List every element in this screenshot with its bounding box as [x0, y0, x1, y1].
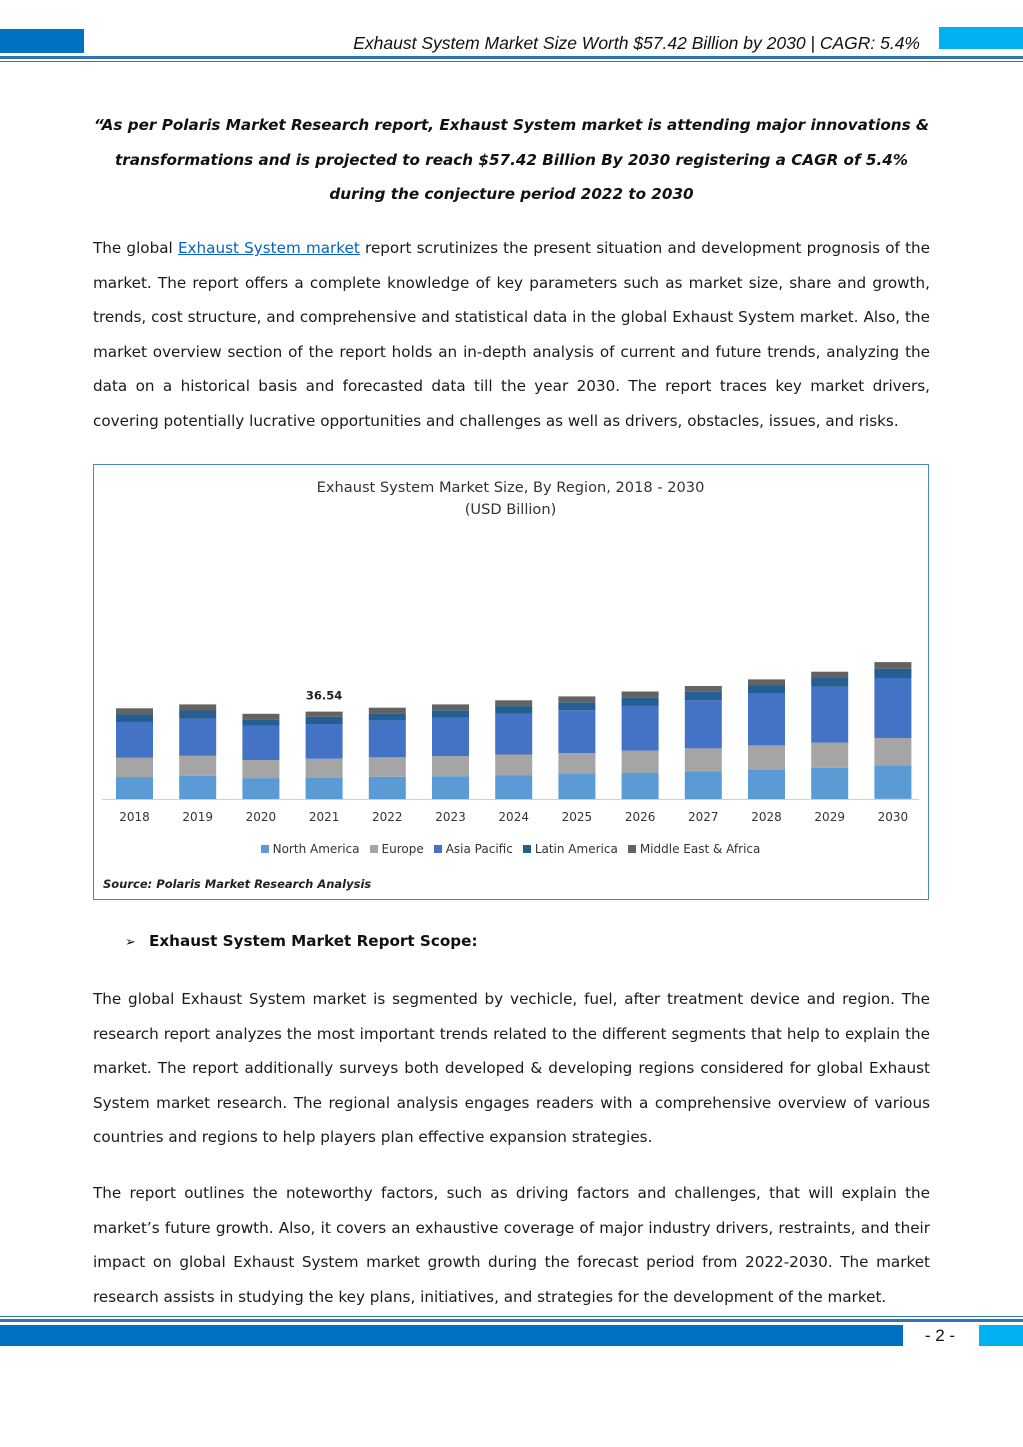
- bar-segment: [622, 751, 659, 773]
- x-tick-label: 2020: [245, 810, 277, 824]
- intro-prefix: The global: [93, 239, 178, 257]
- bar-segment: [369, 720, 406, 757]
- legend-item: [523, 842, 618, 856]
- legend-item: [261, 842, 360, 856]
- bar-segment: [306, 712, 343, 717]
- market-size-chart: [93, 464, 929, 900]
- legend-swatch: [628, 845, 636, 853]
- bar-segment: [874, 662, 911, 669]
- footer-rule: [0, 1319, 1023, 1322]
- bar-segment: [685, 692, 722, 701]
- legend-item: [628, 842, 761, 856]
- header-rule: [0, 56, 1023, 59]
- bar-segment: [432, 710, 469, 717]
- x-tick-label: 2023: [435, 810, 466, 824]
- bar-segment: [748, 770, 785, 799]
- legend-label: Middle East & Africa: [639, 842, 761, 856]
- bar-segment: [748, 679, 785, 685]
- bar-segment: [432, 776, 469, 799]
- legend-swatch: [261, 845, 269, 853]
- chart-plot: [94, 465, 927, 865]
- bar-segment: [116, 722, 153, 758]
- chart-title: Exhaust System Market Size, By Region, 2018 - 2030: [316, 479, 705, 496]
- bar-segment: [179, 756, 216, 776]
- scope-heading: [125, 932, 478, 950]
- bar-segment: [432, 704, 469, 710]
- bar-segment: [685, 700, 722, 748]
- header-accent-right: [939, 27, 1023, 49]
- bar-segment: [558, 774, 595, 799]
- bar-segment: [685, 748, 722, 771]
- bar-segment: [622, 692, 659, 698]
- bar-segment: [874, 669, 911, 678]
- bar-segment: [242, 778, 279, 799]
- x-tick-label: 2022: [372, 810, 403, 824]
- bar-segment: [306, 778, 343, 799]
- x-tick-label: 2019: [182, 810, 213, 824]
- legend-label: Europe: [381, 842, 424, 856]
- bar-segment: [874, 765, 911, 799]
- bar-segment: [811, 743, 848, 768]
- bar-segment: [495, 754, 532, 775]
- bar-segment: [558, 696, 595, 702]
- footer-bar: [0, 1325, 903, 1346]
- chart-source: Source: Polaris Market Research Analysis: [103, 877, 372, 891]
- x-tick-label: 2030: [877, 810, 909, 824]
- footer-accent-right: [979, 1325, 1023, 1346]
- bar-segment: [685, 771, 722, 799]
- x-tick-label: 2025: [561, 810, 593, 824]
- bar-segment: [874, 678, 911, 738]
- legend-label: Asia Pacific: [445, 842, 513, 856]
- bar-segment: [242, 760, 279, 778]
- bar-segment: [622, 706, 659, 751]
- bar-segment: [622, 773, 659, 799]
- bar-segment: [116, 777, 153, 799]
- bar-segment: [811, 672, 848, 678]
- x-tick-label: 2029: [814, 810, 845, 824]
- bar-segment: [242, 726, 279, 760]
- intro-paragraph: [93, 231, 930, 439]
- page-number: - 2 -: [924, 1326, 956, 1345]
- bar-segment: [495, 700, 532, 706]
- x-tick-label: 2028: [751, 810, 782, 824]
- scope-heading-text: Exhaust System Market Report Scope:: [149, 932, 478, 950]
- bar-segment: [116, 708, 153, 714]
- bar-segment: [495, 706, 532, 714]
- legend-item: [434, 842, 513, 856]
- x-tick-label: 2021: [308, 810, 340, 824]
- bar-segment: [242, 719, 279, 726]
- bar-segment: [116, 714, 153, 722]
- bar-segment: [811, 687, 848, 743]
- footer-rule-thin: [0, 1316, 1023, 1317]
- header-title: Exhaust System Market Size Worth $57.42 Billion by 2030 | CAGR: 5.4%: [353, 33, 920, 53]
- bar-segment: [306, 724, 343, 759]
- chart-subtitle: (USD Billion): [464, 501, 557, 518]
- arrow-bullet-icon: ➢: [125, 935, 136, 950]
- legend-swatch: [523, 845, 531, 853]
- header-rule-thin: [0, 61, 1023, 62]
- bar-segment: [179, 704, 216, 710]
- x-tick-label: 2018: [119, 810, 150, 824]
- bar-segment: [748, 685, 785, 693]
- legend-swatch: [370, 845, 378, 853]
- bar-segment: [811, 768, 848, 799]
- header-accent-left: [0, 29, 84, 53]
- x-tick-label: 2024: [498, 810, 529, 824]
- intro-body: report scrutinizes the present situation and development prognosis of the market. The report offers a complete knowledge of key parameters such as market size, share and growth, trends, cost structure, and comprehensive and statistical data in the global Exhaust System market. Also, the market overview section of the report holds an in-depth analysis of current and future trends, analyzing the data on a historical basis and forecasted data till the year 2030. The report traces key market drivers, covering potentially lucrative opportunities and challenges as well as drivers, obstacles, issues, and risks.: [93, 239, 930, 430]
- legend-item: [370, 842, 424, 856]
- bar-segment: [179, 776, 216, 799]
- bar-segment: [558, 753, 595, 774]
- bar-segment: [179, 719, 216, 756]
- bar-segment: [748, 745, 785, 769]
- bar-segment: [811, 678, 848, 687]
- data-label: 36.54: [305, 688, 343, 703]
- legend-label: Latin America: [534, 842, 618, 856]
- bar-segment: [242, 714, 279, 720]
- bar-segment: [874, 738, 911, 766]
- bar-segment: [432, 718, 469, 757]
- bar-segment: [369, 777, 406, 799]
- x-tick-label: 2026: [624, 810, 656, 824]
- exhaust-system-market-link[interactable]: Exhaust System market: [177, 239, 360, 257]
- bar-segment: [369, 708, 406, 714]
- factors-paragraph: The report outlines the noteworthy factors, such as driving factors and challenges, that will explain the market’s future growth. Also, it covers an exhaustive coverage of major industry drivers, restraints, and their impact on global Exhaust System market growth during the forecast period from 2022-2030. The market research assists in studying the key plans, initiatives, and strategies for the development of the market.: [93, 1184, 930, 1306]
- bar-segment: [432, 756, 469, 776]
- bar-segment: [558, 710, 595, 753]
- bar-segment: [369, 713, 406, 720]
- legend-swatch: [434, 845, 442, 853]
- bar-segment: [179, 710, 216, 718]
- bar-segment: [495, 775, 532, 799]
- bar-segment: [306, 717, 343, 724]
- bar-segment: [306, 759, 343, 778]
- bar-segment: [495, 714, 532, 755]
- bar-segment: [622, 697, 659, 705]
- bar-segment: [369, 757, 406, 777]
- x-tick-label: 2027: [688, 810, 719, 824]
- legend-label: North America: [272, 842, 360, 856]
- bar-segment: [685, 686, 722, 692]
- highlight-quote: “As per Polaris Market Research report, Exhaust System market is attending major innovations & transformations and is projected to reach $57.42 Billion By 2030 registering a CAGR of 5.4% during the conjecture period 2022 to 2030: [93, 116, 930, 204]
- bar-segment: [116, 758, 153, 777]
- chart-legend: [94, 842, 927, 856]
- scope-paragraph: The global Exhaust System market is segmented by vechicle, fuel, after treatment device and region. The research report analyzes the most important trends related to the different segments that help to explain the market. The report additionally surveys both developed & developing regions considered for global Exhaust System market research. The regional analysis engages readers with a comprehensive overview of various countries and regions to help players plan effective expansion strategies.: [93, 990, 930, 1147]
- bar-segment: [748, 694, 785, 746]
- bar-segment: [558, 702, 595, 710]
